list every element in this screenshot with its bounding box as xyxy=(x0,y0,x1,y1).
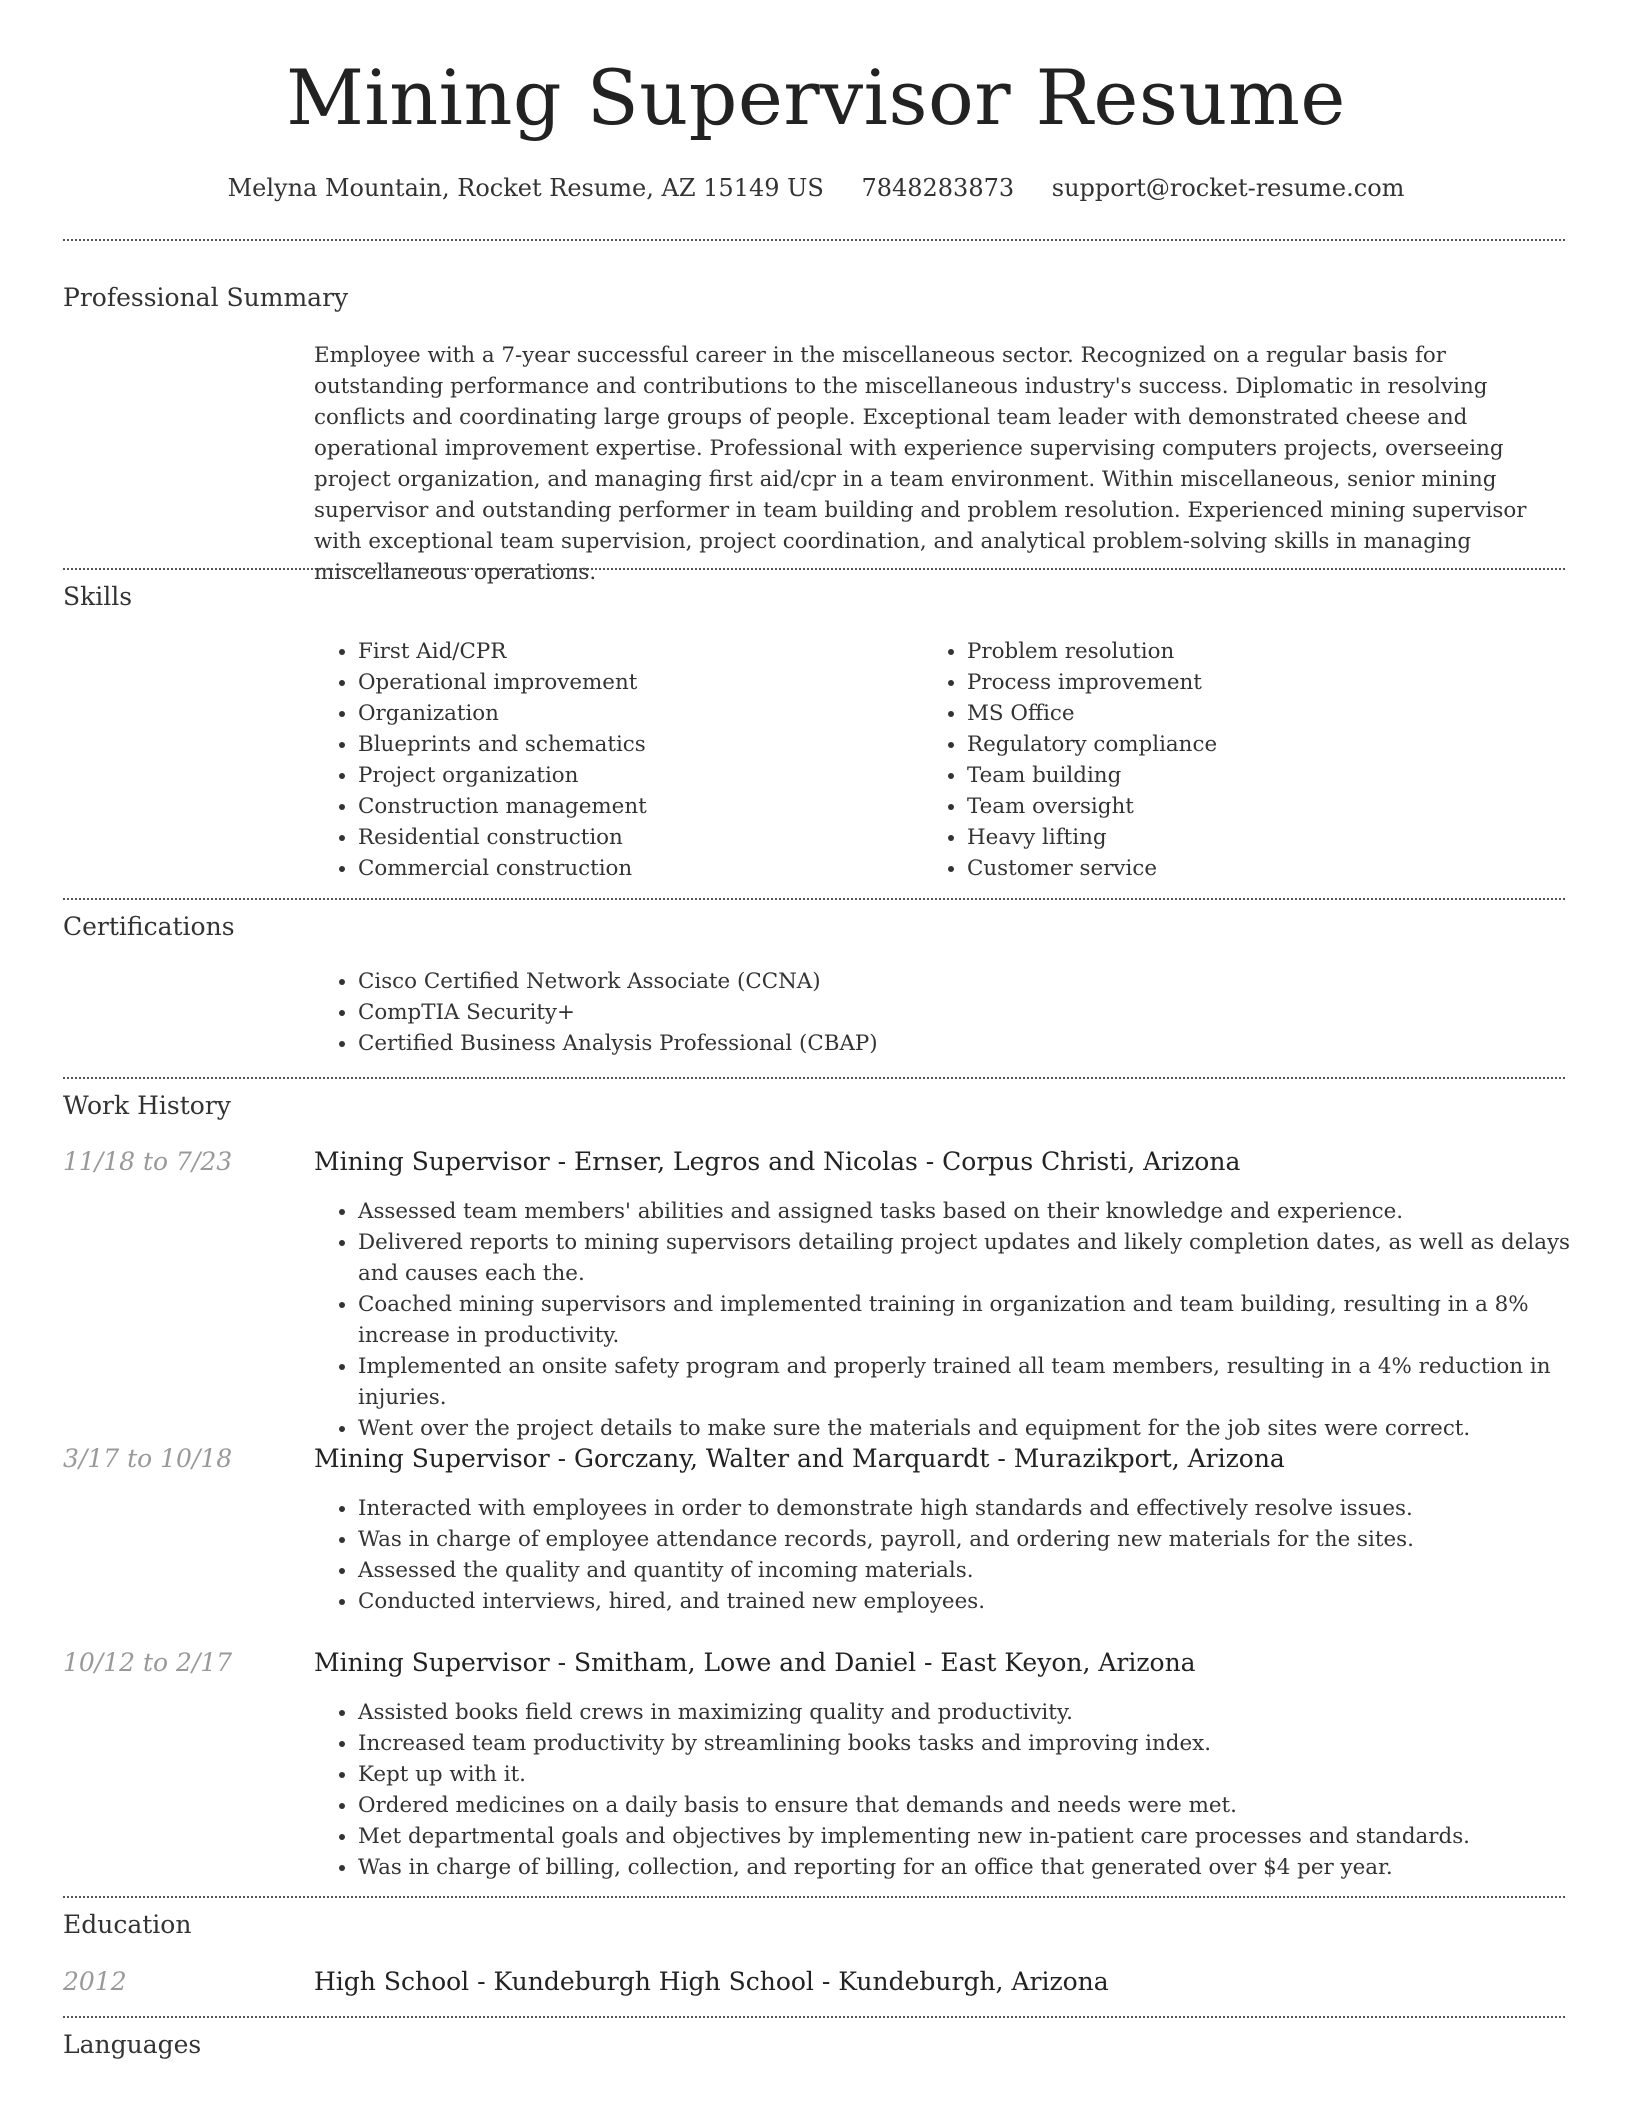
list-item: • Delivered reports to mining supervisors detailing project updates and likely completion dates, as well as delays and causes each the. xyxy=(358,1227,1608,1289)
section-title-work-history: Work History xyxy=(63,1091,231,1120)
list-item: • Was in charge of employee attendance records, payroll, and ordering new materials for the sites. xyxy=(358,1524,1608,1555)
divider xyxy=(63,568,1565,570)
list-item: • Conducted interviews, hired, and trained new employees. xyxy=(358,1586,1608,1617)
section-title-summary: Professional Summary xyxy=(63,283,349,312)
list-item: • Process improvement xyxy=(967,667,1527,698)
list-item: • Team building xyxy=(967,760,1527,791)
section-title-education: Education xyxy=(63,1910,192,1939)
list-item: • Kept up with it. xyxy=(358,1759,1608,1790)
list-item: • Met departmental goals and objectives by implementing new in-patient care processes and standards. xyxy=(358,1821,1608,1852)
list-item: • Operational improvement xyxy=(358,667,918,698)
list-item: • CompTIA Security+ xyxy=(358,997,1558,1028)
job-dates: 3/17 to 10/18 xyxy=(63,1444,233,1473)
list-item: • Residential construction xyxy=(358,822,918,853)
list-item: • Team oversight xyxy=(967,791,1527,822)
summary-text: Employee with a 7-year successful career in the miscellaneous sector. Recognized on a regular basis for outstanding performance and contributions to the miscellaneous industry's success. Diplomatic in resolving conflicts and coordinating large groups of people. Exceptional team leader with demonstrated cheese and operational improvement expertise. Professional with experience supervising computers projects, overseeing project organization, and managing first aid/cpr in a team environment. Within miscellaneous, senior mining supervisor and outstanding performer in team building and problem resolution. Experienced mining supervisor with exceptional team supervision, project coordination, and analytical problem-solving skills in managing miscellaneous operations. xyxy=(314,343,1527,585)
education-title: High School - Kundeburgh High School - Kundeburgh, Arizona xyxy=(314,1967,1109,1996)
skills-list-right xyxy=(923,636,1527,884)
job-title: Mining Supervisor - Gorczany, Walter and Marquardt - Murazikport, Arizona xyxy=(314,1444,1285,1473)
page-title: Mining Supervisor Resume xyxy=(286,53,1346,142)
contact-email: support@rocket-resume.com xyxy=(1051,174,1405,202)
list-item: • Project organization xyxy=(358,760,918,791)
list-item: • First Aid/CPR xyxy=(358,636,918,667)
divider xyxy=(63,2016,1565,2018)
list-item: • Interacted with employees in order to demonstrate high standards and effectively resolve issues. xyxy=(358,1493,1608,1524)
list-item: • Was in charge of billing, collection, and reporting for an office that generated over $4 per year. xyxy=(358,1852,1608,1883)
divider xyxy=(63,239,1565,241)
job-dates: 11/18 to 7/23 xyxy=(63,1147,233,1176)
section-title-certifications: Certifications xyxy=(63,912,235,941)
job-title: Mining Supervisor - Smitham, Lowe and Daniel - East Keyon, Arizona xyxy=(314,1648,1196,1677)
list-item: • Increased team productivity by streamlining books tasks and improving index. xyxy=(358,1728,1608,1759)
education-date: 2012 xyxy=(63,1967,127,1996)
list-item: • Implemented an onsite safety program and properly trained all team members, resulting in a 4% reduction in injuries. xyxy=(358,1351,1608,1413)
list-item: • Cisco Certified Network Associate (CCNA) xyxy=(358,966,1558,997)
list-item: • Problem resolution xyxy=(967,636,1527,667)
certifications-list xyxy=(314,966,1558,1059)
list-item: • Assessed the quality and quantity of incoming materials. xyxy=(358,1555,1608,1586)
list-item: • Regulatory compliance xyxy=(967,729,1527,760)
contact-line xyxy=(0,170,1632,206)
job-bullets xyxy=(314,1493,1608,1617)
section-title-skills: Skills xyxy=(63,582,133,611)
divider xyxy=(63,898,1565,900)
list-item: • Assisted books field crews in maximizing quality and productivity. xyxy=(358,1697,1608,1728)
list-item: • Commercial construction xyxy=(358,853,918,884)
divider xyxy=(63,1896,1565,1898)
list-item: • Assessed team members' abilities and assigned tasks based on their knowledge and experience. xyxy=(358,1196,1608,1227)
list-item: • Went over the project details to make sure the materials and equipment for the job sites were correct. xyxy=(358,1413,1608,1444)
divider xyxy=(63,1077,1565,1079)
list-item: • Construction management xyxy=(358,791,918,822)
contact-phone: 7848283873 xyxy=(861,174,1015,202)
list-item: • MS Office xyxy=(967,698,1527,729)
list-item: • Certified Business Analysis Professional (CBAP) xyxy=(358,1028,1558,1059)
list-item: • Organization xyxy=(358,698,918,729)
job-bullets xyxy=(314,1196,1608,1444)
contact-address: Melyna Mountain, Rocket Resume, AZ 15149 US xyxy=(227,174,824,202)
job-title: Mining Supervisor - Ernser, Legros and Nicolas - Corpus Christi, Arizona xyxy=(314,1147,1241,1176)
list-item: • Ordered medicines on a daily basis to ensure that demands and needs were met. xyxy=(358,1790,1608,1821)
list-item: • Customer service xyxy=(967,853,1527,884)
section-title-languages: Languages xyxy=(63,2030,202,2059)
list-item: • Blueprints and schematics xyxy=(358,729,918,760)
skills-list-left xyxy=(314,636,918,884)
list-item: • Coached mining supervisors and implemented training in organization and team building, resulting in a 8% increase in productivity. xyxy=(358,1289,1608,1351)
list-item: • Heavy lifting xyxy=(967,822,1527,853)
job-dates: 10/12 to 2/17 xyxy=(63,1648,233,1677)
job-bullets xyxy=(314,1697,1608,1883)
